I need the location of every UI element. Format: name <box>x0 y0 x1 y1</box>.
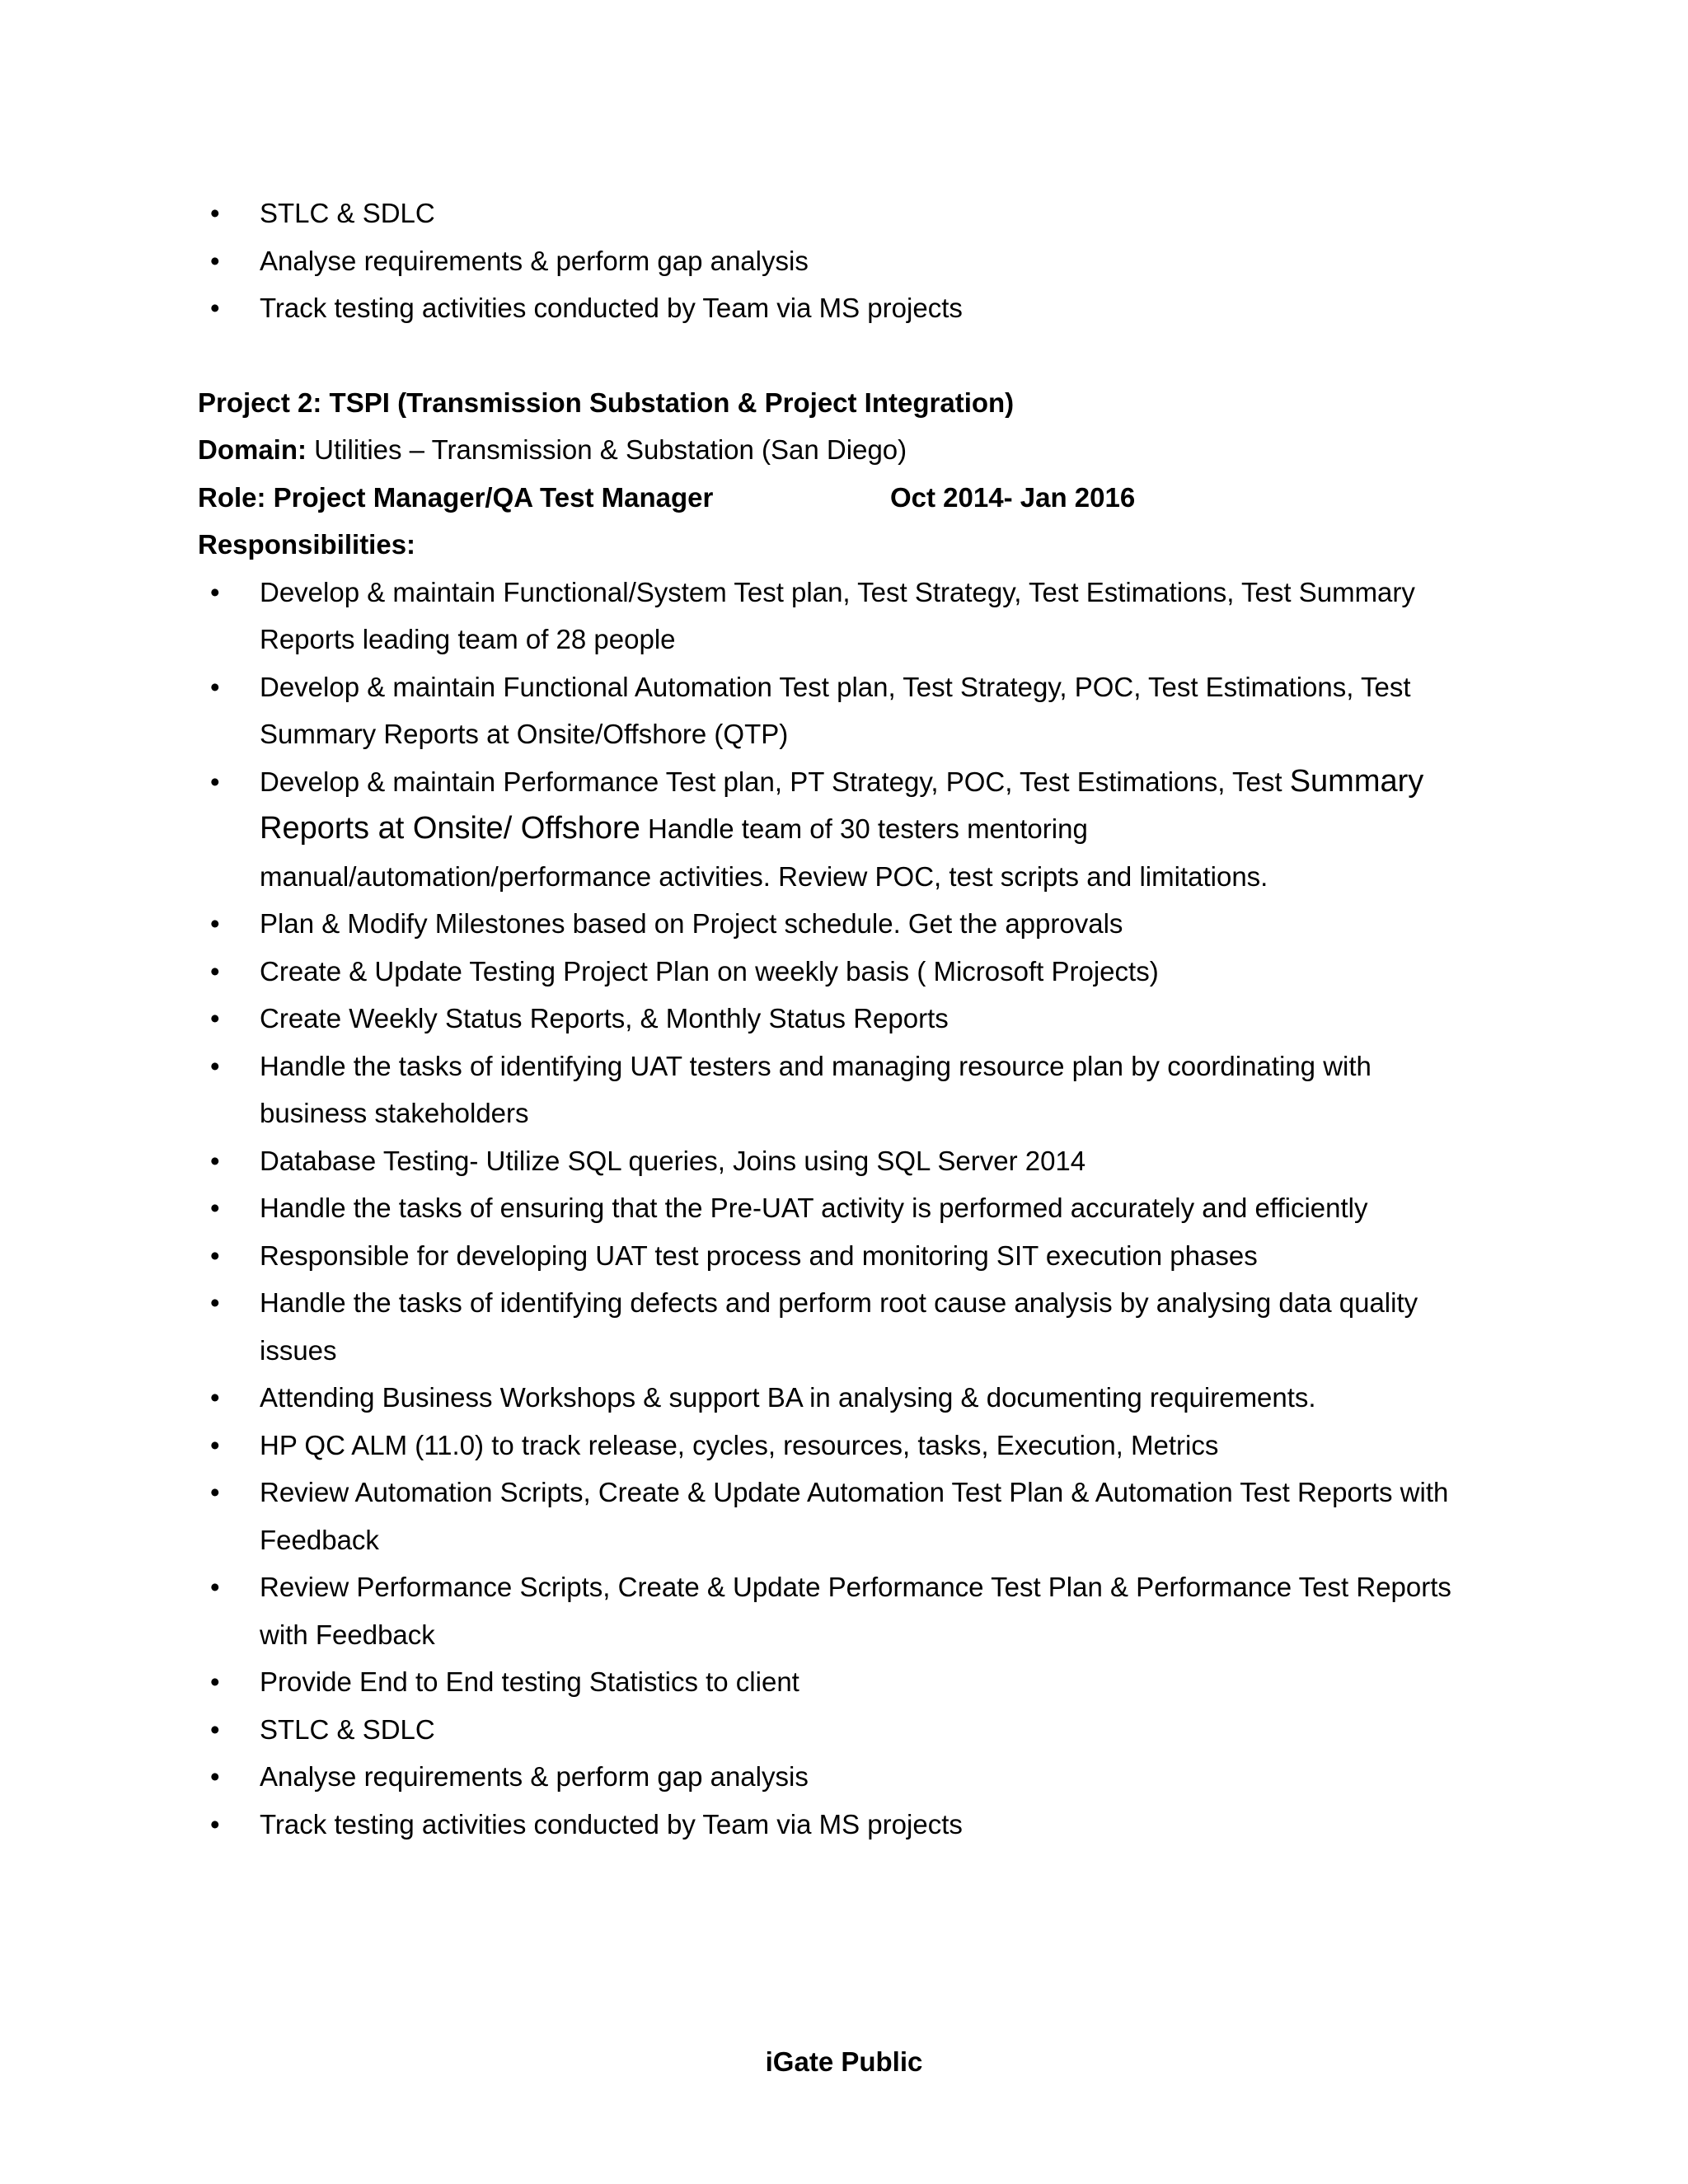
list-item: • STLC & SDLC <box>198 190 1484 237</box>
bullet-icon: • <box>210 1429 220 1460</box>
responsibilities-heading: Responsibilities: <box>198 529 416 560</box>
list-item: • Analyse requirements & perform gap analysis <box>198 237 1484 285</box>
project-title: Project 2: TSPI (Transmission Substation & Project Integration) <box>198 387 1015 418</box>
bullet-icon: • <box>210 245 220 276</box>
bullet-icon: • <box>210 1240 220 1271</box>
list-item: • Develop & maintain Performance Test plan, PT Strategy, POC, Test Estimations, Test Summary Reports at Onsite/ Offshore Handle team of 30 testers mentoring manual/automation/performance activities. Review POC, test scripts and limitations. <box>198 758 1484 901</box>
bullet-icon: • <box>210 198 220 228</box>
list-item: • Analyse requirements & perform gap analysis <box>198 1753 1484 1801</box>
role-text: Role: Project Manager/QA Test Manager <box>198 481 714 513</box>
list-item: • Provide End to End testing Statistics to client <box>198 1658 1484 1706</box>
list-item: • Handle the tasks of ensuring that the Pre-UAT activity is performed accurately and efficiently <box>198 1184 1484 1232</box>
section-gap <box>198 332 1484 379</box>
list-item: • HP QC ALM (11.0) to track release, cycles, resources, tasks, Execution, Metrics <box>198 1422 1484 1469</box>
bullet-icon: • <box>210 293 220 323</box>
bullet-icon: • <box>210 576 220 607</box>
bullet-icon: • <box>210 1477 220 1507</box>
bullet-icon: • <box>210 908 220 939</box>
list-item: • Database Testing- Utilize SQL queries, Joins using SQL Server 2014 <box>198 1137 1484 1185</box>
bullet-icon: • <box>210 671 220 702</box>
domain-value: Utilities – Transmission & Substation (San Diego) <box>307 434 907 465</box>
domain-label: Domain: <box>198 434 307 465</box>
list-item: • Develop & maintain Functional/System Test plan, Test Strategy, Test Estimations, Test Summary Reports leading team of 28 people <box>198 569 1484 663</box>
bullet-icon: • <box>210 1050 220 1081</box>
bullet-icon: • <box>210 1193 220 1223</box>
page-footer: iGate Public <box>765 2046 923 2077</box>
list-item: • Track testing activities conducted by Team via MS projects <box>198 1801 1484 1849</box>
bullet-icon: • <box>210 955 220 987</box>
list-item: • Plan & Modify Milestones based on Project schedule. Get the approvals <box>198 900 1484 948</box>
list-item: • Attending Business Workshops & support BA in analysing & documenting requirements. <box>198 1374 1484 1422</box>
bullet-icon: • <box>210 1287 220 1318</box>
bullet-icon: • <box>210 766 220 797</box>
list-item: • Develop & maintain Functional Automation Test plan, Test Strategy, POC, Test Estimations, Test Summary Reports at Onsite/Offshore (QTP) <box>198 663 1484 758</box>
bullet-icon: • <box>210 1713 220 1745</box>
bullet-icon: • <box>210 1572 220 1602</box>
list-item: • Create Weekly Status Reports, & Monthly Status Reports <box>198 995 1484 1043</box>
large-text-span: Summary Reports at Onsite/ Offshore <box>260 763 1424 846</box>
list-item: • Responsible for developing UAT test process and monitoring SIT execution phases <box>198 1232 1484 1280</box>
list-item: • Handle the tasks of identifying defects and perform root cause analysis by analysing data quality issues <box>198 1279 1484 1374</box>
bullet-icon: • <box>210 1145 220 1176</box>
document-content <box>198 190 1484 1848</box>
list-item: • Review Automation Scripts, Create & Update Automation Test Plan & Automation Test Reports with Feedback <box>198 1469 1484 1563</box>
list-item: • Track testing activities conducted by Team via MS projects <box>198 284 1484 332</box>
bullet-icon: • <box>210 1382 220 1413</box>
bullet-icon: • <box>210 1003 220 1033</box>
project-domain <box>198 426 1484 474</box>
list-item: • Review Performance Scripts, Create & Update Performance Test Plan & Performance Test Reports with Feedback <box>198 1563 1484 1658</box>
list-item: • Handle the tasks of identifying UAT testers and managing resource plan by coordinating with business stakeholders <box>198 1043 1484 1137</box>
bullet-icon: • <box>210 1761 220 1792</box>
bullet-icon: • <box>210 1808 220 1840</box>
role-dates: Oct 2014- Jan 2016 <box>890 481 1136 513</box>
bullet-icon: • <box>210 1666 220 1697</box>
top-bullet-list <box>198 190 1484 332</box>
project-role <box>198 474 1484 522</box>
list-item: • Create & Update Testing Project Plan on weekly basis ( Microsoft Projects) <box>198 948 1484 996</box>
responsibilities-list <box>198 569 1484 1849</box>
list-item: • STLC & SDLC <box>198 1706 1484 1754</box>
